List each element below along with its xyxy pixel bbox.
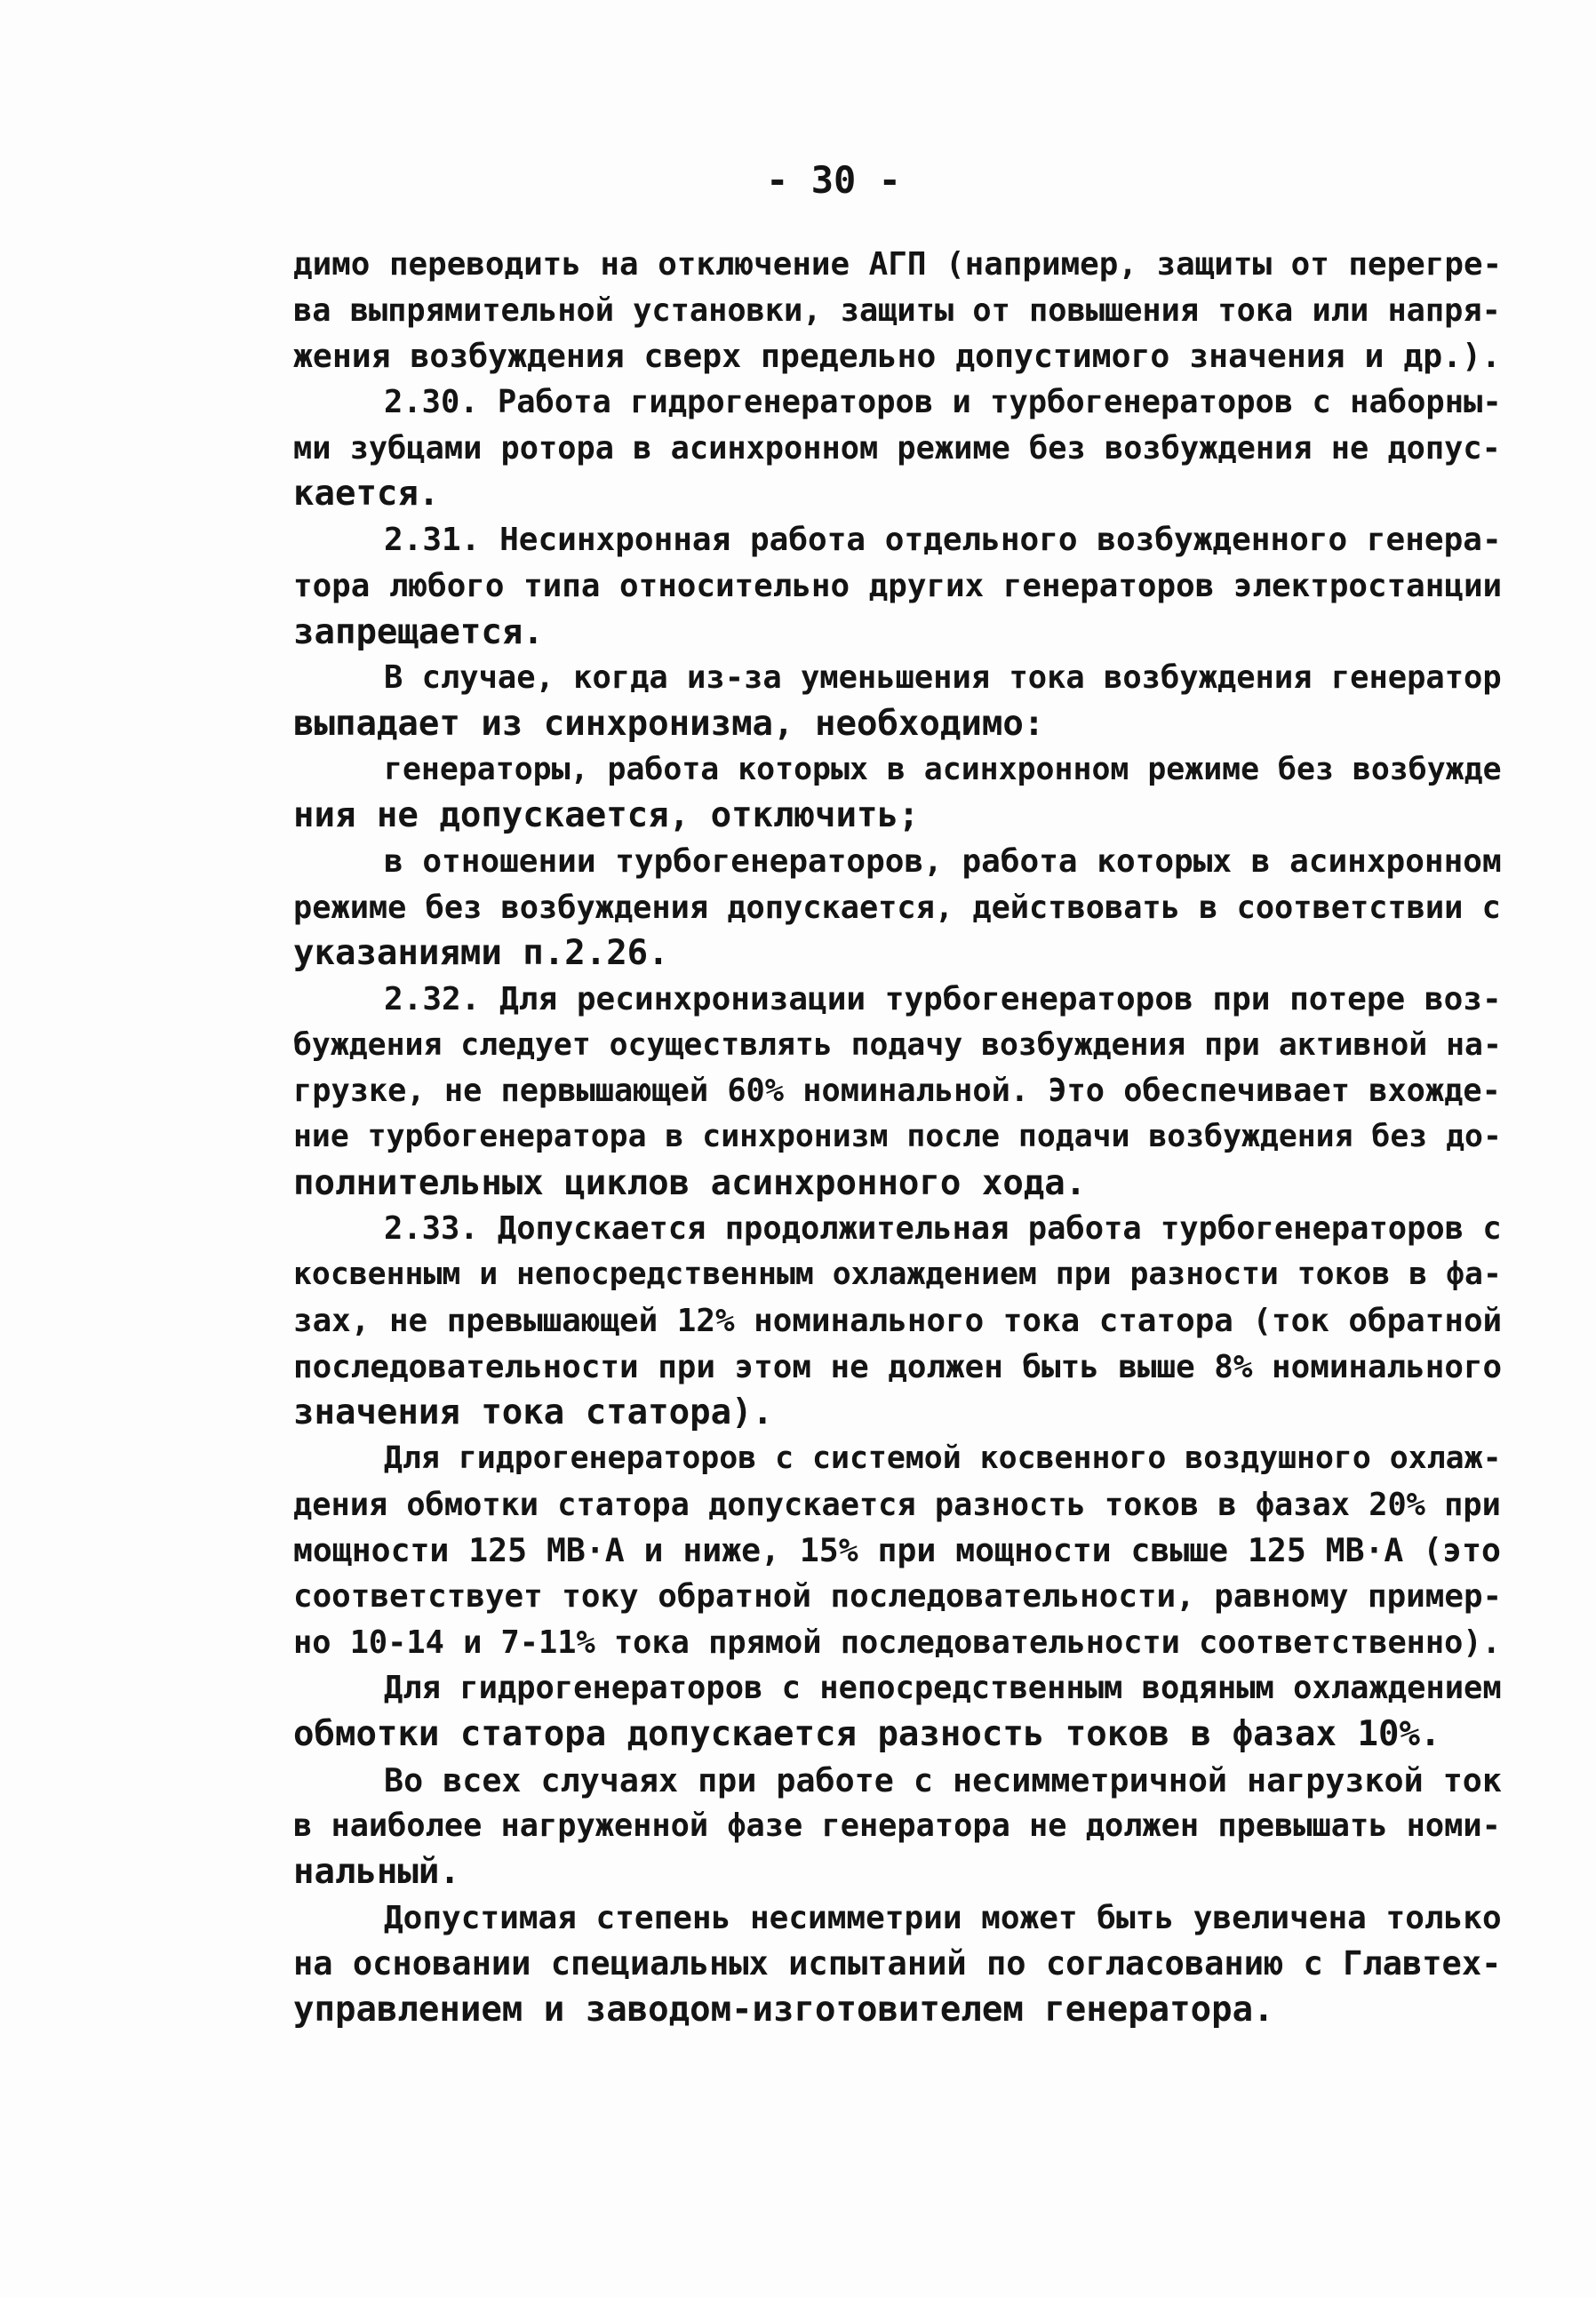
text-line: буждения следует осуществлять подачу возбуждения при активной на-: [293, 1026, 1502, 1063]
page-number: - 30 -: [766, 158, 901, 202]
text-line: запрещается.: [293, 611, 544, 652]
text-line: грузке, не первышающей 60% номинальной. Это обеспечивает вхожде-: [293, 1073, 1501, 1110]
text-line: косвенным и непосредственным охлаждением при разности токов в фа-: [293, 1257, 1502, 1293]
text-line: Для гидрогенераторов с системой косвенного воздушного охлаж-: [384, 1440, 1502, 1476]
text-line: ния не допускается, отключить;: [293, 795, 920, 836]
text-line: указаниями п.2.26.: [293, 933, 669, 974]
text-line: последовательности при этом не должен быть выше 8% номинального: [293, 1348, 1503, 1385]
body-text: [293, 242, 1502, 2033]
text-line: в наиболее нагруженной фазе генератора не должен превышать номи-: [293, 1807, 1501, 1845]
text-line: генераторы, работа которых в асинхронном режиме без возбужде: [384, 751, 1502, 787]
text-line: кается.: [293, 474, 440, 515]
text-line: но 10-14 и 7-11% тока прямой последовательности соответственно).: [293, 1624, 1501, 1661]
text-line: соответствует току обратной последовательности, равному пример-: [293, 1577, 1503, 1615]
text-line: димо переводить на отключение АГП (например, защиты от перегре-: [293, 246, 1503, 283]
text-line: ми зубцами ротора в асинхронном режиме без возбуждения не допус-: [293, 429, 1501, 467]
text-line: ние турбогенератора в синхронизм после подачи возбуждения без до-: [293, 1119, 1502, 1155]
text-line: мощности 125 МВ·А и ниже, 15% при мощности свыше 125 МВ·А (это: [293, 1531, 1501, 1570]
text-line: В случае, когда из-за уменьшения тока возбуждения генератор: [384, 659, 1502, 697]
text-line: выпадает из синхронизма, необходимо:: [293, 703, 1045, 744]
text-line: обмотки статора допускается разность токов в фазах 10%.: [293, 1714, 1441, 1754]
text-line: Для гидрогенераторов с непосредственным водяным охлаждением: [384, 1670, 1502, 1707]
text-line: 2.30. Работа гидрогенераторов и турбогенераторов с наборны-: [384, 384, 1502, 421]
text-line: управлением и заводом-изготовителем генератора.: [293, 1990, 1274, 2031]
text-line: 2.31. Несинхронная работа отдельного возбужденного генера-: [384, 522, 1502, 559]
text-line: полнительных циклов асинхронного хода.: [293, 1162, 1087, 1203]
text-line: жения возбуждения сверх предельно допустимого значения и др.).: [293, 337, 1501, 376]
text-line: нальный.: [293, 1852, 460, 1893]
text-line: Во всех случаях при работе с несимметричной нагрузкой ток: [384, 1760, 1502, 1799]
text-line: тора любого типа относительно других генераторов электростанции: [293, 567, 1503, 604]
text-line: дения обмотки статора допускается разность токов в фазах 20% при: [293, 1486, 1501, 1523]
text-line: в отношении турбогенераторов, работа которых в асинхронном: [384, 842, 1502, 880]
text-line: зах, не превышающей 12% номинального тока статора (ток обратной: [293, 1302, 1503, 1339]
text-line: ва выпрямительной установки, защиты от повышения тока или напря-: [293, 291, 1501, 329]
text-line: 2.32. Для ресинхронизации турбогенераторов при потере воз-: [384, 981, 1502, 1017]
text-line: 2.33. Допускается продолжительная работа турбогенераторов с: [384, 1210, 1502, 1248]
text-line: на основании специальных испытаний по согласованию с Главтех-: [293, 1944, 1502, 1983]
text-line: Допустимая степень несимметрии может быть увеличена только: [384, 1899, 1502, 1936]
text-line: режиме без возбуждения допускается, действовать в соответствии с: [293, 889, 1501, 926]
text-line: значения тока статора).: [293, 1392, 774, 1433]
